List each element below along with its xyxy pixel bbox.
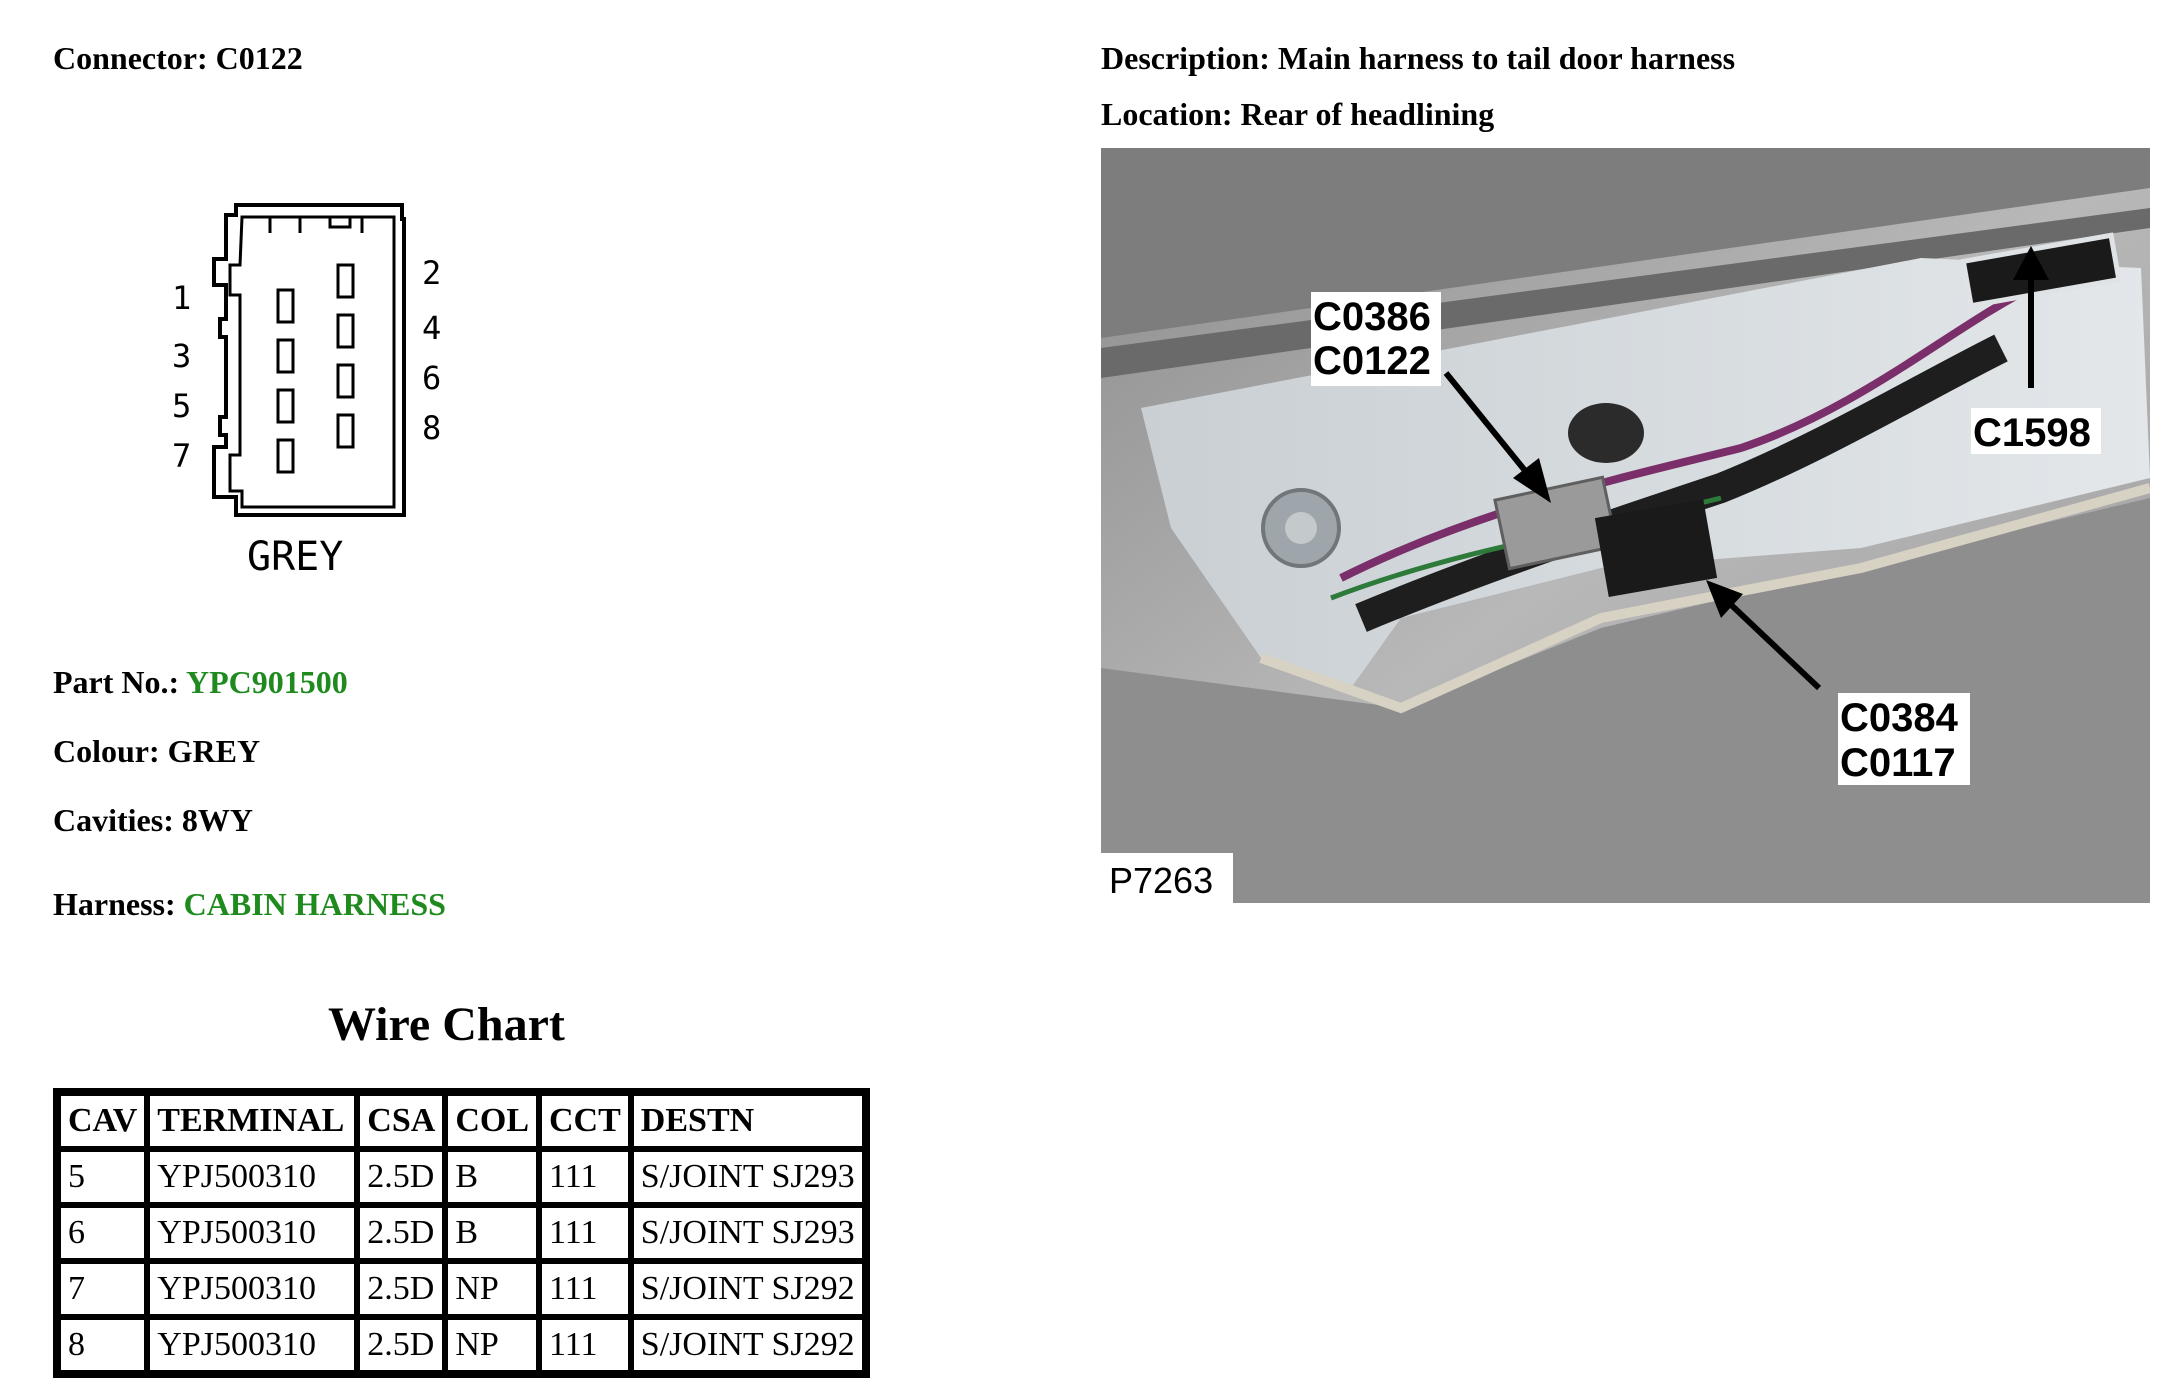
connector-inner <box>230 217 394 507</box>
cavities-value: 8WY <box>181 802 253 838</box>
callout-c0386: C0386 <box>1313 295 1431 339</box>
cell-cct: 111 <box>539 1317 631 1373</box>
pin-label-4: 4 <box>422 309 442 347</box>
description-label: Description: <box>1101 40 1270 76</box>
cell-destn: S/JOINT SJ292 <box>631 1317 865 1373</box>
part-no-label: Part No.: <box>53 664 180 700</box>
connector-value: C0122 <box>215 40 303 76</box>
cell-csa: 2.5D <box>357 1317 445 1373</box>
cell-terminal: YPJ500310 <box>147 1261 357 1317</box>
cell-cav: 6 <box>58 1205 147 1261</box>
cell-col: B <box>445 1149 539 1205</box>
part-no-value[interactable]: YPC901500 <box>185 664 348 700</box>
cell-cav: 5 <box>58 1149 147 1205</box>
cavity-1 <box>278 290 293 322</box>
connector-latch-top <box>270 217 362 233</box>
wire-chart-table <box>53 1088 870 1378</box>
photo-ref: P7263 <box>1109 860 1214 901</box>
cell-col: B <box>445 1205 539 1261</box>
location-line <box>1101 98 1494 130</box>
cell-cct: 111 <box>539 1149 631 1205</box>
cavity-7 <box>278 440 293 472</box>
cell-csa: 2.5D <box>357 1205 445 1261</box>
harness-line <box>53 888 446 920</box>
location-value: Rear of headlining <box>1240 96 1495 132</box>
cavities-line <box>53 804 253 836</box>
pin-label-3: 3 <box>172 337 192 375</box>
location-label: Location: <box>1101 96 1233 132</box>
table-row <box>58 1205 865 1261</box>
cell-cct: 111 <box>539 1261 631 1317</box>
location-photo <box>1101 148 2150 903</box>
col-terminal: TERMINAL <box>147 1093 357 1149</box>
col-destn: DESTN <box>631 1093 865 1149</box>
colour-label: Colour: <box>53 733 160 769</box>
cavity-2 <box>338 265 353 297</box>
pin-label-1: 1 <box>172 279 192 317</box>
pin-label-7: 7 <box>172 437 192 475</box>
cell-terminal: YPJ500310 <box>147 1205 357 1261</box>
table-row <box>58 1149 865 1205</box>
connector-diagram <box>150 195 480 595</box>
cell-csa: 2.5D <box>357 1149 445 1205</box>
pin-label-2: 2 <box>422 254 442 292</box>
callout-c1598: C1598 <box>1973 411 2091 455</box>
cavity-3 <box>278 340 293 372</box>
cell-cct: 111 <box>539 1205 631 1261</box>
harness-label: Harness: <box>53 886 176 922</box>
cavity-4 <box>338 315 353 347</box>
diagram-caption: GREY <box>247 534 344 580</box>
wire-chart-title: Wire Chart <box>328 998 565 1051</box>
part-no-line <box>53 666 348 698</box>
cell-destn: S/JOINT SJ293 <box>631 1205 865 1261</box>
harness-value[interactable]: CABIN HARNESS <box>183 886 446 922</box>
description-value: Main harness to tail door harness <box>1277 40 1736 76</box>
col-cct: CCT <box>539 1093 631 1149</box>
cell-col: NP <box>445 1317 539 1373</box>
pin-label-5: 5 <box>172 387 192 425</box>
table-row <box>58 1317 865 1373</box>
table-row <box>58 1261 865 1317</box>
cell-terminal: YPJ500310 <box>147 1317 357 1373</box>
colour-line <box>53 735 260 767</box>
cell-col: NP <box>445 1261 539 1317</box>
col-col: COL <box>445 1093 539 1149</box>
cavity-8 <box>338 415 353 447</box>
cell-cav: 8 <box>58 1317 147 1373</box>
cavity-6 <box>338 365 353 397</box>
connector-line <box>53 42 303 74</box>
wire-chart-header-row <box>58 1093 865 1149</box>
pin-label-8: 8 <box>422 409 442 447</box>
photo-grommet <box>1568 403 1644 463</box>
pin-label-6: 6 <box>422 359 442 397</box>
connector-label: Connector: <box>53 40 208 76</box>
col-cav: CAV <box>58 1093 147 1149</box>
col-csa: CSA <box>357 1093 445 1149</box>
cavities-label: Cavities: <box>53 802 174 838</box>
cell-terminal: YPJ500310 <box>147 1149 357 1205</box>
connector-shell <box>214 205 404 515</box>
cell-cav: 7 <box>58 1261 147 1317</box>
cell-destn: S/JOINT SJ292 <box>631 1261 865 1317</box>
cell-csa: 2.5D <box>357 1261 445 1317</box>
description-line <box>1101 42 1735 74</box>
cell-destn: S/JOINT SJ293 <box>631 1149 865 1205</box>
callout-c0384: C0384 <box>1840 696 1958 740</box>
callout-c0117: C0117 <box>1840 741 1956 785</box>
cavity-5 <box>278 390 293 422</box>
callout-c0122: C0122 <box>1313 339 1431 383</box>
colour-value: GREY <box>167 733 261 769</box>
